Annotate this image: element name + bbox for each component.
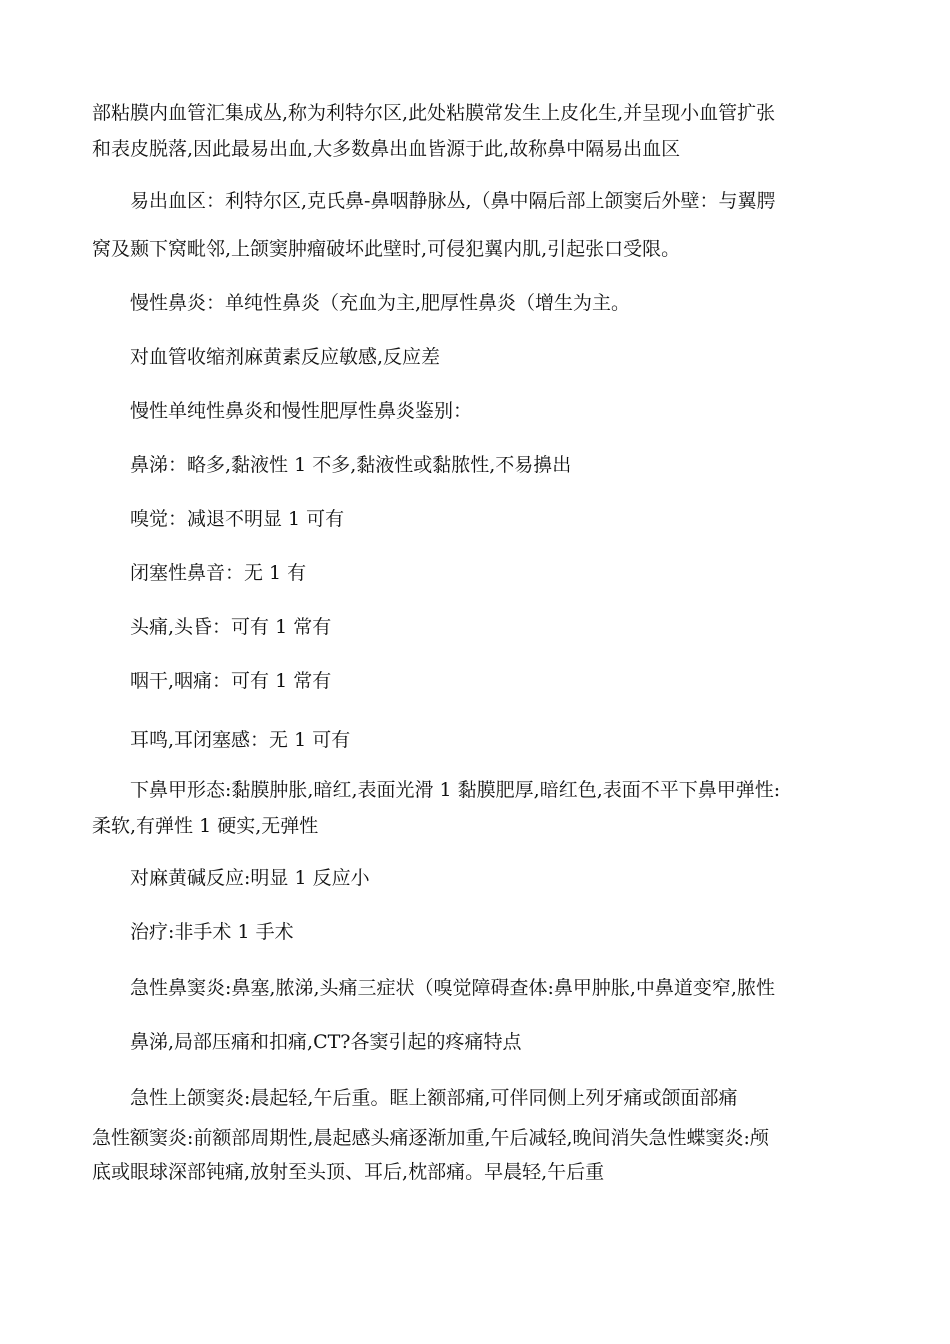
text-line: 头痛,头昏：可有 1 常有 <box>130 616 332 638</box>
text-line: 鼻涕：略多,黏液性 1 不多,黏液性或黏脓性,不易擤出 <box>130 454 572 476</box>
text-line: 慢性鼻炎：单纯性鼻炎（充血为主,肥厚性鼻炎（增生为主。 <box>130 292 631 314</box>
text-line: 部粘膜内血管汇集成丛,称为利特尔区,此处粘膜常发生上皮化生,并呈现小血管扩张 <box>92 102 776 124</box>
text-line: 对血管收缩剂麻黄素反应敏感,反应差 <box>130 346 441 368</box>
text-line: 咽干,咽痛：可有 1 常有 <box>130 670 332 692</box>
text-line: 对麻黄碱反应:明显 1 反应小 <box>130 867 370 889</box>
text-line: 鼻涕,局部压痛和扣痛,CT?各窦引起的疼痛特点 <box>130 1031 522 1053</box>
text-line: 急性上颌窦炎:晨起轻,午后重。眶上额部痛,可伴同侧上列牙痛或颌面部痛 <box>130 1087 738 1109</box>
text-line: 慢性单纯性鼻炎和慢性肥厚性鼻炎鉴别： <box>130 400 473 422</box>
text-line: 急性鼻窦炎:鼻塞,脓涕,头痛三症状（嗅觉障碍查体:鼻甲肿胀,中鼻道变窄,脓性 <box>130 977 775 999</box>
text-line: 窝及颞下窝毗邻,上颌窦肿瘤破坏此壁时,可侵犯翼内肌,引起张口受限。 <box>92 238 681 260</box>
text-line: 治疗:非手术 1 手术 <box>130 921 294 943</box>
text-line: 嗅觉：减退不明显 1 可有 <box>130 508 345 530</box>
text-line: 下鼻甲形态:黏膜肿胀,暗红,表面光滑 1 黏膜肥厚,暗红色,表面不平下鼻甲弹性: <box>130 779 781 801</box>
text-line: 易出血区：利特尔区,克氏鼻-鼻咽静脉丛,（鼻中隔后部上颌窦后外壁：与翼腭 <box>130 190 776 212</box>
text-line: 闭塞性鼻音：无 1 有 <box>130 562 307 584</box>
text-line: 和表皮脱落,因此最易出血,大多数鼻出血皆源于此,故称鼻中隔易出血区 <box>92 138 681 160</box>
text-line: 柔软,有弹性 1 硬实,无弹性 <box>92 815 319 837</box>
text-line: 耳鸣,耳闭塞感：无 1 可有 <box>130 729 351 751</box>
text-line: 急性额窦炎:前额部周期性,晨起感头痛逐渐加重,午后减轻,晚间消失急性蝶窦炎:颅 <box>92 1127 769 1149</box>
text-line: 底或眼球深部钝痛,放射至头顶、耳后,枕部痛。早晨轻,午后重 <box>92 1161 605 1183</box>
